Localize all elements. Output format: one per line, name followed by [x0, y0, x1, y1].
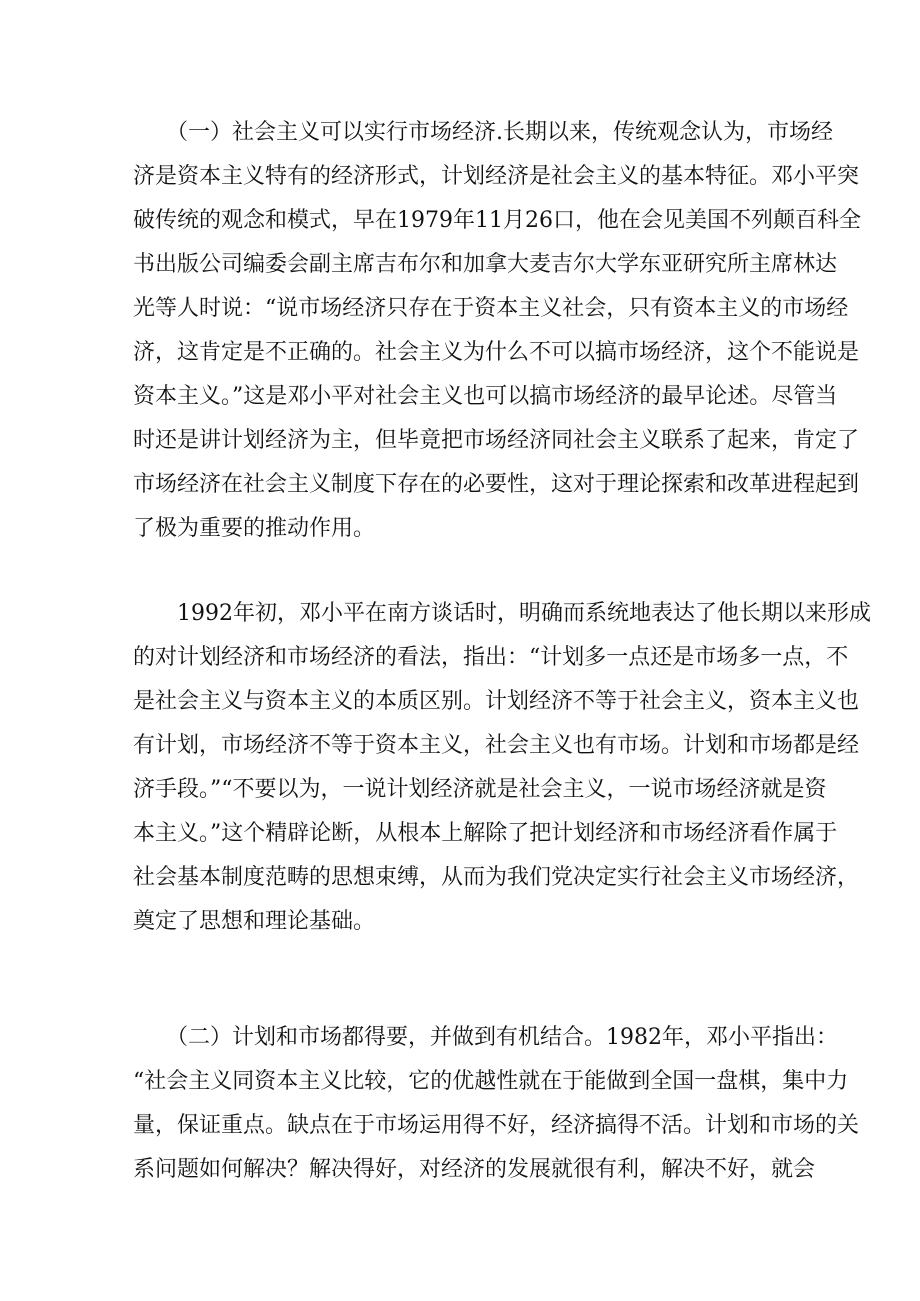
text-line: 光等人时说：“说市场经济只存在于资本主义社会，只有资本主义的市场经 [133, 296, 849, 321]
text-line: 社会基本制度范畴的思想束缚，从而为我们党决定实行社会主义市场经济， [133, 865, 860, 890]
text-line: 济是资本主义特有的经济形式，计划经济是社会主义的基本特征。邓小平突 [133, 164, 860, 189]
text-line: （一）社会主义可以实行市场经济.长期以来，传统观念认为，市场经 [133, 120, 833, 145]
text-line: 济手段。”“不要以为，一说计划经济就是社会主义，一说市场经济就是资 [133, 777, 827, 802]
text-line: 的对计划经济和市场经济的看法，指出：“计划多一点还是市场多一点，不 [133, 645, 849, 670]
text-line: “社会主义同资本主义比较，它的优越性就在于能做到全国一盘棋，集中力 [133, 1069, 849, 1094]
paragraph-plan-and-market [133, 1016, 860, 1192]
text-line: 系问题如何解决？解决得好，对经济的发展就很有利，解决不好，就会 [133, 1157, 816, 1182]
text-line: 量，保证重点。缺点在于市场运用得不好，经济搞得不活。计划和市场的关 [133, 1113, 860, 1138]
text-line: 市场经济在社会主义制度下存在的必要性，这对于理论探索和改革进程起到 [133, 472, 860, 497]
text-line: 济，这肯定是不正确的。社会主义为什么不可以搞市场经济，这个不能说是 [133, 340, 860, 365]
text-line: 时还是讲计划经济为主，但毕竟把市场经济同社会主义联系了起来，肯定了 [133, 428, 860, 453]
text-line: 本主义。”这个精辟论断，从根本上解除了把计划经济和市场经济看作属于 [133, 821, 838, 846]
text-line: 是社会主义与资本主义的本质区别。计划经济不等于社会主义，资本主义也 [133, 689, 860, 714]
text-line: 破传统的观念和模式，早在1979年11月26口，他在会见美国不列颠百科全 [133, 208, 861, 233]
paragraph-socialism-market-economy [133, 111, 861, 551]
text-line: 有计划，市场经济不等于资本主义，社会主义也有市场。计划和市场都是经 [133, 733, 860, 758]
text-line: （二）计划和市场都得要，并做到有机结合。1982年，邓小平指出： [133, 1025, 838, 1050]
text-line: 了极为重要的推动作用。 [133, 516, 376, 541]
text-line: 书出版公司编委会副主席吉布尔和加拿大麦吉尔大学东亚研究所主席林达 [133, 252, 838, 277]
text-line: 奠定了思想和理论基础。 [133, 909, 376, 934]
paragraph-southern-tour-1992 [133, 592, 871, 944]
text-line: 1992年初，邓小平在南方谈话时，明确而系统地表达了他长期以来形成 [133, 601, 871, 626]
text-line: 资本主义。”这是邓小平对社会主义也可以搞市场经济的最早论述。尽管当 [133, 384, 838, 409]
